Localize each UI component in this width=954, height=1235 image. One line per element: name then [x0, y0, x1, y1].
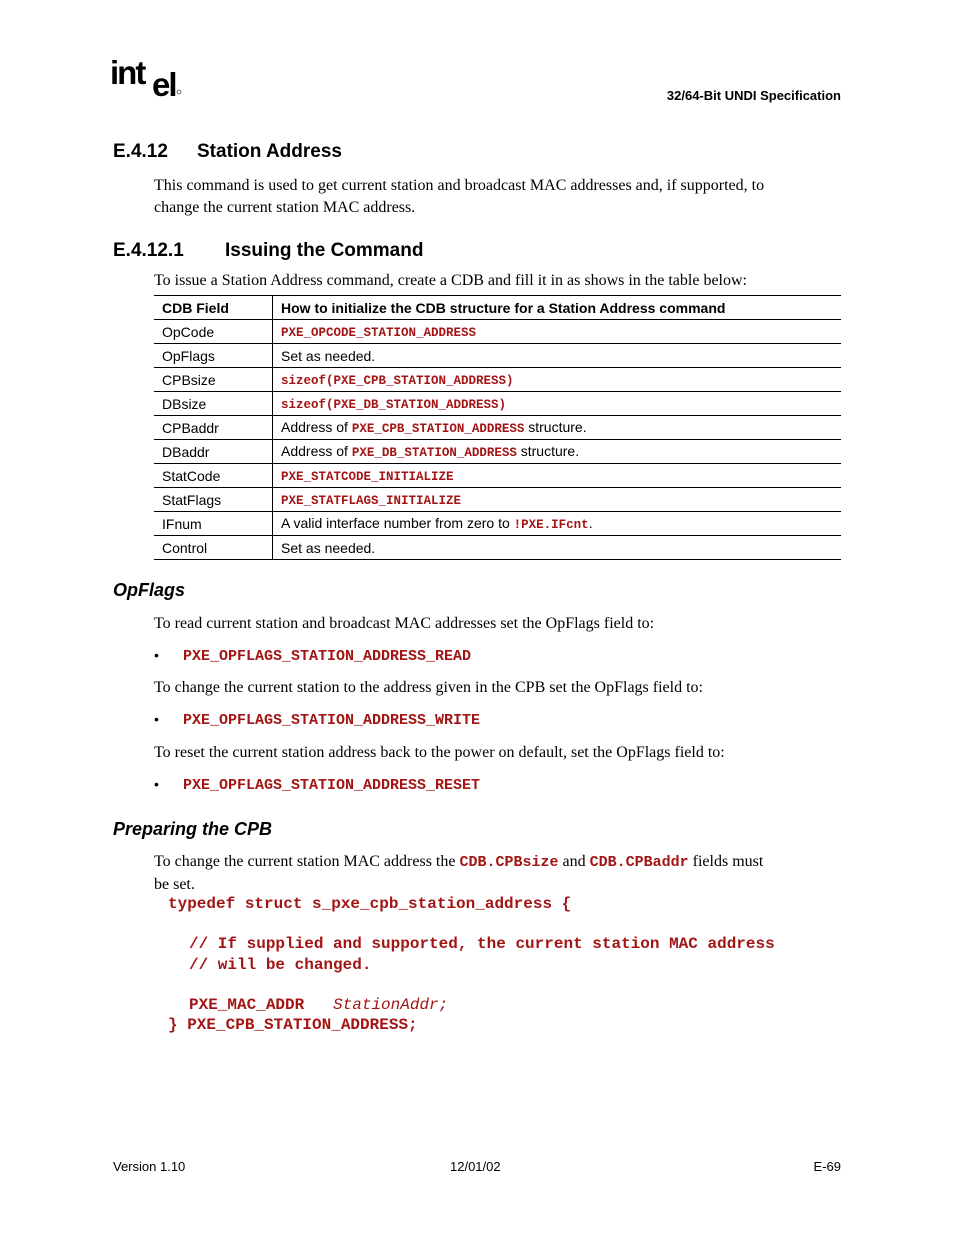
opflags-read-text: To read current station and broadcast MAC addresses set the OpFlags field to: — [154, 615, 655, 632]
code-comment: // If supplied and supported, the current station MAC address — [189, 935, 775, 953]
cdb-value-cell — [273, 368, 842, 392]
cpb-text-pre: To change the current station MAC address the — [154, 853, 460, 870]
cdb-value-text: structure. — [524, 419, 587, 435]
column-header: CDB Field — [154, 296, 273, 320]
table-row — [154, 320, 841, 344]
cdb-field-cell: IFnum — [154, 512, 273, 536]
cdb-table — [154, 295, 841, 560]
table-row — [154, 536, 841, 560]
spec-title: 32/64-Bit UNDI Specification — [666, 88, 841, 103]
cdb-value-cell — [273, 464, 842, 488]
code-type: PXE_MAC_ADDR — [189, 996, 305, 1014]
table-row — [154, 488, 841, 512]
table-row — [154, 368, 841, 392]
cdb-value-text: Set as needed. — [281, 539, 376, 556]
cpb-code-cpbaddr: CDB.CPBaddr — [589, 854, 689, 871]
code-field: StationAddr; — [333, 996, 449, 1014]
cdb-value-code: PXE_STATFLAGS_INITIALIZE — [281, 494, 462, 508]
cdb-value-cell — [273, 536, 842, 560]
cdb-value-text: Set as needed. — [281, 347, 376, 364]
cdb-value-code: !PXE.IFcnt — [513, 518, 589, 532]
code-comment: // will be changed. — [189, 956, 372, 974]
table-row — [154, 440, 841, 464]
cdb-field-cell: Control — [154, 536, 273, 560]
cdb-value-cell — [273, 416, 842, 440]
cdb-value-code: PXE_CPB_STATION_ADDRESS — [351, 422, 525, 436]
cdb-value-code: PXE_OPCODE_STATION_ADDRESS — [281, 326, 477, 340]
opflags-heading: OpFlags — [113, 580, 186, 600]
svg-text:int: int — [110, 56, 145, 91]
cdb-value-code: PXE_STATCODE_INITIALIZE — [281, 470, 454, 484]
subsection-number: E.4.12.1 — [113, 240, 184, 261]
cdb-value-text: A valid interface number from zero to — [281, 515, 514, 531]
cdb-field-cell: CPBsize — [154, 368, 273, 392]
cdb-field-cell: StatFlags — [154, 488, 273, 512]
cpb-text-mid: and — [558, 853, 590, 870]
bullet-icon: • — [154, 776, 159, 792]
bullet-item — [154, 647, 471, 665]
section-number: E.4.12 — [113, 141, 168, 162]
bullet-item — [154, 776, 480, 794]
opflags-write-text: To change the current station to the address given in the CPB set the OpFlags field to: — [154, 679, 703, 696]
section-intro — [154, 175, 844, 218]
bullet-icon: • — [154, 711, 159, 727]
cdb-value-code: PXE_DB_STATION_ADDRESS — [351, 446, 517, 460]
opflag-reset: PXE_OPFLAGS_STATION_ADDRESS_RESET — [183, 777, 481, 794]
code-line: typedef struct s_pxe_cpb_station_address { — [168, 895, 572, 913]
opflags-reset-text: To reset the current station address back to the power on default, set the OpFlags field to: — [154, 744, 725, 761]
cdb-value-code: sizeof(PXE_DB_STATION_ADDRESS) — [281, 398, 507, 412]
table-row — [154, 392, 841, 416]
cpb-text-line — [154, 851, 844, 874]
cdb-value-text: structure. — [516, 443, 580, 459]
cdb-field-cell: StatCode — [154, 464, 273, 488]
cpb-text — [154, 851, 844, 895]
cdb-field-cell: DBsize — [154, 392, 273, 416]
section-intro-line: This command is used to get current station and broadcast MAC addresses and, if supported, to — [154, 177, 765, 194]
footer-date: 12/01/02 — [450, 1159, 501, 1174]
cdb-value-text: . — [588, 515, 593, 531]
table-row — [154, 344, 841, 368]
section-intro-line: change the current station MAC address. — [154, 198, 416, 216]
cdb-value-cell — [273, 320, 842, 344]
bullet-item — [154, 711, 480, 729]
cpb-code-cpbsize: CDB.CPBsize — [459, 854, 559, 871]
cdb-value-cell — [273, 392, 842, 416]
cdb-value-cell — [273, 344, 842, 368]
cdb-value-text: Address of — [281, 419, 352, 435]
code-line: } PXE_CPB_STATION_ADDRESS; — [168, 1016, 418, 1034]
cdb-field-cell: OpFlags — [154, 344, 273, 368]
footer-version: Version 1.10 — [113, 1159, 186, 1174]
section-heading — [113, 141, 342, 163]
cdb-value-cell — [273, 440, 842, 464]
cdb-field-cell: OpCode — [154, 320, 273, 344]
column-header: How to initialize the CDB structure for a Station Address command — [273, 296, 842, 320]
cpb-text-line: be set. — [154, 875, 195, 893]
opflag-write: PXE_OPFLAGS_STATION_ADDRESS_WRITE — [183, 712, 481, 729]
table-row — [154, 464, 841, 488]
cdb-value-cell — [273, 512, 842, 536]
subsection-heading — [113, 240, 423, 262]
cdb-value-text: Address of — [281, 443, 352, 459]
intel-logo — [110, 56, 184, 102]
code-line — [189, 996, 448, 1014]
subsection-title: Issuing the Command — [225, 240, 424, 261]
bullet-icon: • — [154, 647, 159, 663]
footer-page-number: E-69 — [813, 1159, 841, 1174]
section-title: Station Address — [197, 141, 342, 162]
table-header-row — [154, 296, 841, 320]
cdb-field-cell: DBaddr — [154, 440, 273, 464]
opflag-read: PXE_OPFLAGS_STATION_ADDRESS_READ — [183, 648, 472, 665]
table-row — [154, 512, 841, 536]
cpb-text-post: fields must — [688, 853, 764, 870]
cdb-value-cell — [273, 488, 842, 512]
subsection-intro: To issue a Station Address command, create a CDB and fill it in as shows in the table below: — [154, 272, 747, 289]
table-row — [154, 416, 841, 440]
cdb-field-cell: CPBaddr — [154, 416, 273, 440]
cpb-heading: Preparing the CPB — [113, 819, 273, 839]
svg-text:el: el — [152, 66, 176, 102]
cdb-value-code: sizeof(PXE_CPB_STATION_ADDRESS) — [281, 374, 514, 388]
